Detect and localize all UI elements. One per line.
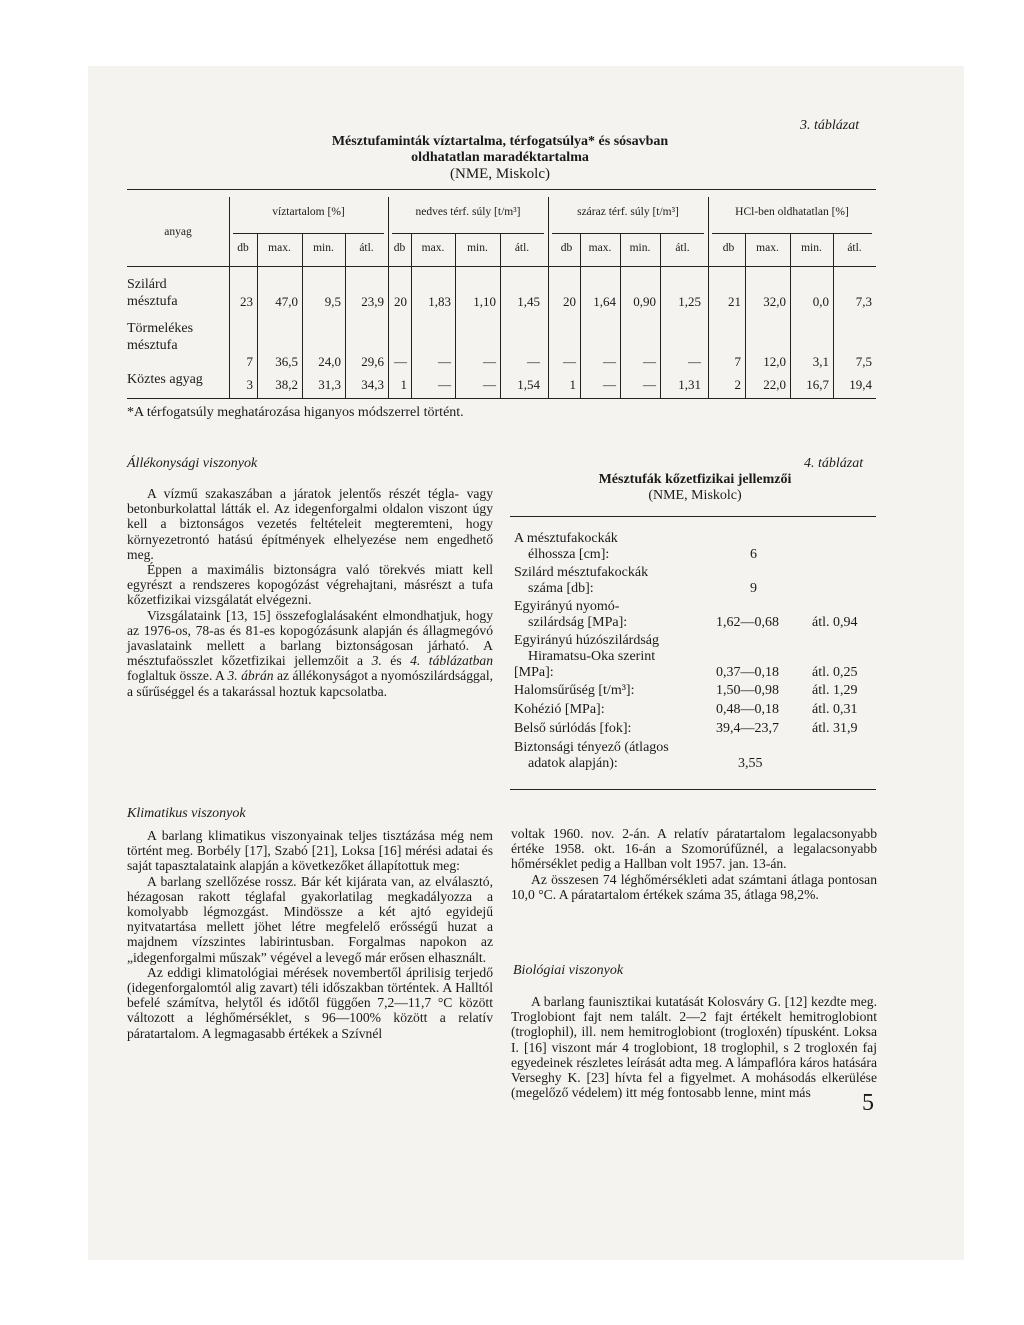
table3-cell: 1,83 <box>428 294 451 309</box>
heading-allekonysag: Állékonysági viszonyok <box>127 456 258 471</box>
label-line: élhossza [cm]: <box>528 547 610 562</box>
table4-range: 6 <box>750 547 757 562</box>
table4-number: 4. táblázat <box>804 456 864 471</box>
table3-cell: 1,54 <box>517 377 540 392</box>
table3-cell: 1,10 <box>473 294 496 309</box>
table3-cell: 0,0 <box>812 294 829 309</box>
table3-subcol-header: min. <box>313 242 334 254</box>
table3-cell: 22,0 <box>763 377 786 392</box>
table3-group-header: víztartalom [%] <box>272 206 345 218</box>
table3-cell: 36,5 <box>275 354 298 369</box>
table4-range: 3,55 <box>738 756 763 771</box>
table3-row-label <box>127 276 178 310</box>
table3-cell: 1,45 <box>517 294 540 309</box>
paragraph: Éppen a maximális biztonságra való törekvés miatt kell egyrészt a rendszeres kopogózást végrehajtani, másrészt a tufa kőzetfizikai vizsgálatát elvégezni. <box>127 562 493 608</box>
table4-range: 1,62—0,68 <box>716 615 779 630</box>
table3-group-header: HCl-ben oldhatatlan [%] <box>735 206 849 218</box>
table3-cell: 20 <box>394 294 407 309</box>
left-text-block-1 <box>127 486 493 699</box>
table4-range: 9 <box>750 581 757 596</box>
table3-subcol-header: min. <box>467 242 488 254</box>
table3-subcol-header: átl. <box>359 242 374 254</box>
row-label-line: Törmelékes <box>127 321 194 336</box>
table3-cell: 7 <box>734 354 741 369</box>
table3-col-divider <box>580 233 581 398</box>
table3-cell: 1 <box>400 377 407 392</box>
label-line: száma [db]: <box>528 581 594 596</box>
table3-subcol-header: min. <box>801 242 822 254</box>
label-line: Belső súrlódás [fok]: <box>514 721 632 736</box>
table3-cell: 38,2 <box>275 377 298 392</box>
table3-row-label <box>127 371 203 388</box>
table3-subcol-header: db <box>237 242 249 254</box>
row-label-line: mésztufa <box>127 338 178 353</box>
table4-title: Mésztufák kőzetfizikai jellemzői (NME, Miskolc) <box>598 472 792 503</box>
table3-subcol-header: max. <box>268 242 291 254</box>
table3-cell: 31,3 <box>318 377 341 392</box>
table4-row-label <box>514 740 669 772</box>
table4-row-label <box>514 565 648 597</box>
table3-cell: — <box>563 354 576 369</box>
table3-subtitle: (NME, Miskolc) <box>450 166 550 182</box>
table3-cell: 24,0 <box>318 354 341 369</box>
table4-range: 39,4—23,7 <box>716 721 779 736</box>
paragraph: A barlang szellőzése rossz. Bár két kijárata van, az elválasztó, hézagosan rakott téglafal gyakorlatilag megkadályozza a komolyabb légmozgást. Mindössze a két ajtó egyidejű nyitvatartása mellett jöhet létre megfelelő erősségű huzat a majdnem vízszintes labirintusban. Forgalmas napokon az „idegenforgalmi műszak” végével a levegő már erősen elhasznált. <box>127 873 493 965</box>
table3-subcol-header: db <box>560 242 573 254</box>
heading-klimatikus: Klimatikus viszonyok <box>127 806 246 821</box>
table3-col-divider <box>660 233 661 398</box>
table4-row-label <box>514 531 618 563</box>
table3-cell: — <box>438 354 451 369</box>
table4-range: 1,50—0,98 <box>716 683 779 698</box>
table3-cell: 12,0 <box>763 354 786 369</box>
table3-cell: 1,31 <box>678 377 701 392</box>
label-line: Halomsűrűség [t/m³]: <box>514 683 635 698</box>
label-line: Egyirányú nyomó- <box>514 599 620 614</box>
table4-range: 0,37—0,18 <box>716 665 779 680</box>
table3-col-divider <box>833 233 834 398</box>
table3-col-divider <box>302 233 303 398</box>
table3-cell: 7,5 <box>855 354 872 369</box>
table3-cell: 1,64 <box>593 294 616 309</box>
label-line: Biztonsági tényező (átlagos <box>514 740 669 755</box>
table3-cell: 3,1 <box>812 354 829 369</box>
heading-biologiai: Biológiai viszonyok <box>513 963 624 978</box>
row-label-line: Szilárd <box>127 277 167 292</box>
table4-average: átl. 1,29 <box>812 683 858 698</box>
row-label-line: Köztes agyag <box>127 372 203 387</box>
table3-col-divider <box>620 233 621 398</box>
table3-cell: — <box>527 354 540 369</box>
table3-cell: 23,9 <box>361 294 384 309</box>
table3-cell: — <box>394 354 407 369</box>
table3-col-divider <box>790 233 791 398</box>
table3-group-rule <box>712 233 872 234</box>
label-line: A mésztufakockák <box>514 531 618 546</box>
paragraph: Az eddigi klimatológiai mérések novembertől áprilisig terjedő (idegenforgalomtól alig zavart) téli időszakban történtek. A Halltól befelé számítva, helytől és időtől függően 7,2—11,7 °C között változott a léghőmérséklet, s 96—100% között a relatív páratartalom. A legmagasabb értékek a Szívnél <box>127 964 493 1041</box>
table3-col-divider <box>345 233 346 398</box>
table3-cell: 2 <box>734 377 741 392</box>
table3-cell: 0,90 <box>633 294 656 309</box>
table3-cell: 9,5 <box>324 294 341 309</box>
table3-cell: 47,0 <box>275 294 298 309</box>
table3-row-header: anyag <box>164 226 192 238</box>
table3-cell: 1 <box>569 377 576 392</box>
table3-footnote: *A térfogatsúly meghatározása higanyos módszerrel történt. <box>127 405 464 420</box>
table3-group-header: száraz térf. súly [t/m³] <box>577 206 679 218</box>
table4-row-label <box>514 721 631 737</box>
table4-row-label <box>514 702 605 718</box>
table3-number: 3. táblázat <box>800 118 860 133</box>
right-text-block-1 <box>511 826 877 902</box>
table3-subcol-header: max. <box>756 242 779 254</box>
label-line: Szilárd mésztufakockák <box>514 565 649 580</box>
table3-group-divider <box>708 197 709 398</box>
table3-cell: 20 <box>563 294 576 309</box>
label-line: Kohézió [MPa]: <box>514 702 605 717</box>
table3-subcol-header: átl. <box>514 242 530 254</box>
paragraph: voltak 1960. nov. 2-án. A relatív páratartalom legalacsonyabb értéke 1958. okt. 16-án a Szomorúfűznél, a legalacsonyabb hőmérséklet pedig a Hallban volt 1957. jan. 13-án. <box>511 826 877 872</box>
left-text-block-2 <box>127 828 493 1041</box>
table3-col-divider <box>455 233 456 398</box>
table3-title: Mésztufaminták víztartalma, térfogatsúlya* és sósavban oldhatatlan maradéktartalma <box>331 134 669 165</box>
table3-col-divider <box>257 233 258 398</box>
table3-header-rule <box>127 266 876 267</box>
table3-cell: 16,7 <box>806 377 829 392</box>
table4-average: átl. 0,25 <box>812 665 858 680</box>
table4-bottom-rule <box>510 789 876 790</box>
paragraph: A vízmű szakaszában a járatok jelentős részét tégla- vagy betonburkolattal látták el. Az idegenforgalmi oldalon viszont úgy kell a biztonságos vezetés feltételeit megteremteni, hogy környezetrontó hatású építmények elhelyezése nem engedhető meg. <box>127 486 493 562</box>
table3-cell: — <box>603 354 616 369</box>
paragraph: Vizsgálataink [13, 15] összefoglalásaként elmondhatjuk, hogy az 1976-os, 78-as és 81-es kopogózásunk alapján és állagmegóvó javaslataink mellett a barlang biztonságosan járható. A mésztufaösszlet kőzetfizikai jellemzőit a 3. és 4. táblázatban foglaltuk össze. A 3. ábrán az állékonyságot a nyomószilárdsággal, a sűrűséggel és a takarással hoztuk kapcsolatba. <box>127 607 493 699</box>
label-line: szilárdság [MPa]: <box>528 615 628 630</box>
table4-row-label <box>514 599 627 631</box>
table4-row-label <box>514 633 659 681</box>
table3-cell: 3 <box>246 377 253 392</box>
table3-cell: 34,3 <box>361 377 384 392</box>
table3-group-header: nedves térf. súly [t/m³] <box>415 206 521 218</box>
page-number: 5 <box>862 1090 874 1116</box>
table3-row-label <box>127 320 193 354</box>
table3-group-rule <box>552 233 704 234</box>
label-line: [MPa]: <box>514 665 554 680</box>
table3-cell: — <box>483 377 496 392</box>
table3-cell: 7 <box>246 354 253 369</box>
table3-cell: 21 <box>728 294 741 309</box>
table4-average: átl. 0,31 <box>812 702 858 717</box>
table3-cell: — <box>688 354 701 369</box>
table3-col-divider <box>411 233 412 398</box>
paragraph: A barlang klimatikus viszonyainak teljes tisztázása még nem történt meg. Borbély [17], Szabó [21], Loksa [16] mérési adatai és saját tapasztalataink alapján a következőket állapítottuk meg: <box>127 828 493 874</box>
table3-subcol-header: max. <box>421 242 445 254</box>
table3-cell: 32,0 <box>763 294 786 309</box>
table3-cell: — <box>438 377 451 392</box>
table3-cell: — <box>603 377 616 392</box>
right-text-block-2 <box>511 994 877 1100</box>
table3-subcol-header: átl. <box>675 242 690 254</box>
table3-cell: 23 <box>240 294 253 309</box>
table3-cell: 29,6 <box>361 354 384 369</box>
label-line: Hiramatsu-Oka szerint <box>528 649 656 664</box>
table3-bottom-rule <box>127 398 876 399</box>
label-line: adatok alapján): <box>528 756 618 771</box>
table4-average: átl. 0,94 <box>812 615 858 630</box>
paragraph: Az összesen 74 léghőmérsékleti adat számtani átlaga pontosan 10,0 °C. A páratartalom értékek száma 35, átlaga 98,2%. <box>511 871 877 902</box>
table3-cell: — <box>643 354 656 369</box>
table3-subcol-header: min. <box>629 242 651 254</box>
table3-col-divider <box>500 233 501 398</box>
table3-subcol-header: db <box>393 242 406 254</box>
table3-cell: — <box>643 377 656 392</box>
table4-range: 0,48—0,18 <box>716 702 779 717</box>
table3-subcol-header: átl. <box>847 242 862 254</box>
table4-average: átl. 31,9 <box>812 721 858 736</box>
paragraph: A barlang faunisztikai kutatását Kolosváry G. [12] kezdte meg. Troglobiont fajt nem talált. 2—2 fajt értékelt hemitroglobiont (troglophil), ill. nem hemitroglobiont (trogloxén) típusként. Loksa I. [16] viszont már 4 troglobiont, 18 troglophil, s 2 trogloxén faj egyedeinek részletes leírását adta meg. A lámpaflóra káros hatására Verseghy K. [23] hívta fel a figyelmet. A mohásodás elkerülése (megelőző védelem) itt még fontosabb lenne, mint más <box>511 994 877 1101</box>
table3-group-rule <box>392 233 544 234</box>
table4-row-label <box>514 683 634 699</box>
table3-group-rule <box>233 233 384 234</box>
table4-top-rule <box>510 516 876 517</box>
row-label-line: mésztufa <box>127 294 178 309</box>
table3-cell: 1,25 <box>678 294 701 309</box>
label-line: Egyirányú húzószilárdság <box>514 633 660 648</box>
table3-subcol-header: db <box>722 242 735 254</box>
table3-subcol-header: max. <box>588 242 612 254</box>
table3-col-divider <box>745 233 746 398</box>
table3-cell: 19,4 <box>849 377 872 392</box>
table3-cell: 7,3 <box>855 294 872 309</box>
table3-cell: — <box>483 354 496 369</box>
table3-top-rule <box>127 189 876 190</box>
table3-group-divider <box>548 197 549 398</box>
